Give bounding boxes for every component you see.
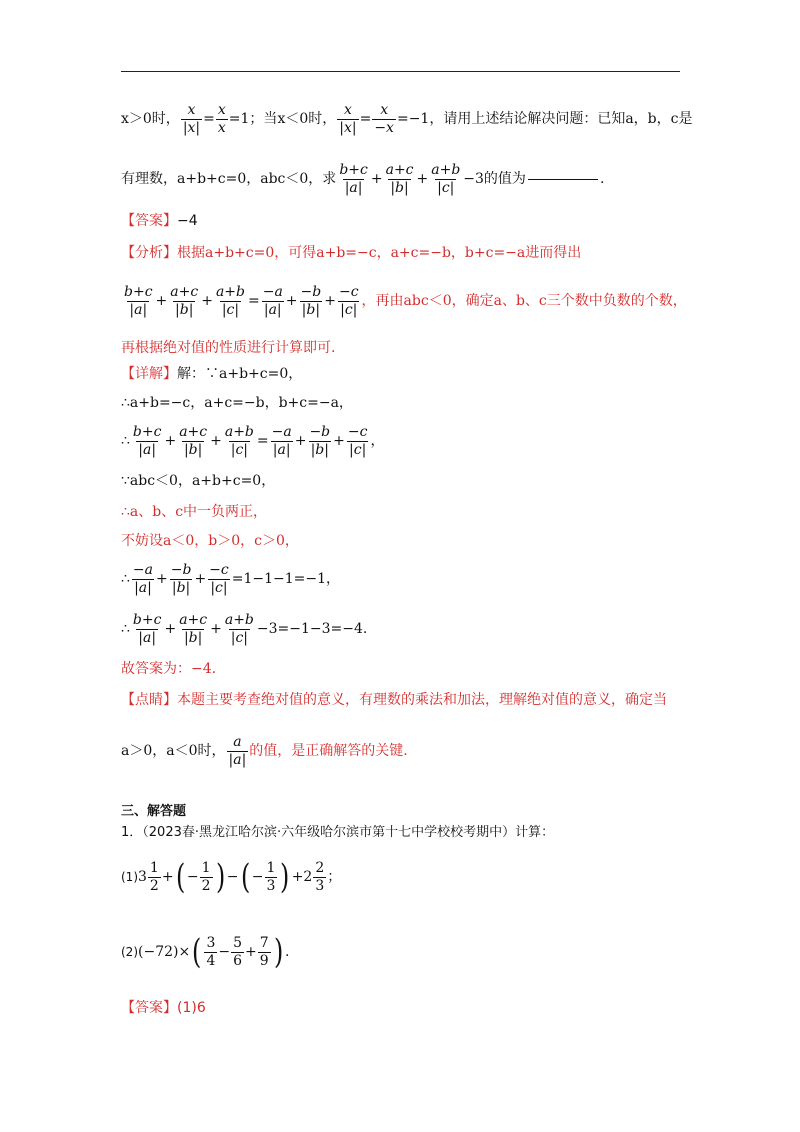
fraction: $\frac{a+c}{|b|}$ (170, 284, 199, 318)
text: 3 (138, 869, 147, 885)
detail-line-8: ∴ $\frac{b+c}{|a|}$ + $\frac{a+c}{|b|}$ + $\frac{a+b}{|c|}$ −3=−1−3=−4. (121, 612, 368, 646)
fraction: $\frac{a+c}{|b|}$ (179, 612, 208, 646)
detail-line-2 (121, 396, 353, 410)
text: ∴ (121, 433, 130, 450)
analysis-label: 【分析】 (121, 245, 177, 261)
answer-value: −4 (177, 213, 198, 229)
fraction: $\frac{-a}{|a|}$ (132, 562, 153, 596)
text: = (203, 111, 215, 128)
text: (2) (121, 945, 138, 959)
section-title (121, 805, 186, 818)
analysis-line-3 (121, 341, 335, 355)
text: x＜0时， (277, 111, 337, 128)
text: ，再由abc＜0，确定a、b、c三个数中负数的个数， (361, 293, 687, 310)
paren: ( (192, 932, 202, 972)
detail-line-5 (121, 505, 267, 519)
fraction: $\frac{a+c}{|b|}$ (385, 162, 414, 196)
text: ∵abc＜0，a+b+c=0， (121, 473, 276, 489)
text: ∴ (121, 621, 130, 638)
fraction: $\frac{a}{|a|}$ (228, 734, 247, 768)
point-line-2 (121, 735, 408, 767)
text: 解：∵a+b+c=0， (177, 366, 303, 382)
text: =1；当 (228, 111, 278, 128)
text: 不妨设a＜0，b＞0，c＞0， (121, 533, 299, 549)
fraction: $\frac{1}{2}$ (201, 859, 211, 894)
fraction: $\frac{a+b}{|c|}$ (224, 424, 254, 458)
header-rule (121, 71, 680, 72)
text: 有理数，a+b+c=0，abc＜0，求 (121, 171, 337, 188)
text: (−72)× (138, 944, 191, 960)
problem-2: (2) (−72)× ( $\frac{3}{4}$ − $\frac{5}{6}$ + $\frac{7}{9}$ ) . (121, 932, 290, 972)
text: ； (327, 869, 342, 885)
fraction: $\frac{x}{-x}$ (374, 102, 394, 136)
point-line-1 (121, 693, 667, 707)
fraction: $\frac{5}{6}$ (233, 934, 243, 969)
fraction: $\frac{7}{9}$ (259, 934, 269, 969)
detail-line-7: ∴ $\frac{-a}{|a|}$ + $\frac{-b}{|b|}$ + $\frac{-c}{|c|}$ =1−1−1=−1， (121, 562, 341, 596)
detail-line-6 (121, 534, 299, 548)
fraction: $\frac{1}{2}$ (149, 859, 159, 894)
text: −3的值为 (463, 171, 526, 188)
question-line: 有理数，a+b+c=0，abc＜0，求 $\frac{b+c}{|a|}$ + $\frac{a+c}{|b|}$ + $\frac{a+b}{|c|}$ −3的值为 . (121, 162, 605, 196)
fraction: $\frac{-b}{|b|}$ (170, 562, 192, 596)
fraction: $\frac{a+b}{|c|}$ (215, 284, 245, 318)
text: ， (370, 433, 385, 450)
problem-1: (1) 3 $\frac{1}{2}$ + ( − $\frac{1}{2}$ ) − ( − $\frac{1}{3}$ ) + 2 $\frac{2}{3}$ ； (121, 857, 342, 897)
text: −3=−1−3=−4. (256, 621, 368, 638)
detail-line-1 (121, 367, 302, 381)
point-label: 【点睛】 (121, 692, 177, 708)
paren: ) (215, 857, 225, 897)
fraction: $\frac{-b}{|b|}$ (300, 284, 322, 318)
text: 再根据绝对值的性质进行计算即可. (121, 340, 336, 356)
text: . (599, 171, 605, 188)
answer-value: (1)6 (177, 1000, 206, 1016)
fraction: $\frac{-a}{|a|}$ (262, 284, 283, 318)
text: 故答案为：−4. (121, 661, 217, 677)
fraction: $\frac{2}{3}$ (315, 859, 325, 894)
paren: ) (280, 857, 290, 897)
section-title-text: 三、解答题 (121, 804, 187, 819)
fraction: $\frac{a+b}{|c|}$ (431, 162, 461, 196)
answer-blank (528, 178, 598, 180)
text: . (284, 944, 290, 960)
paren: ( (240, 857, 250, 897)
text: 的值，是正确解答的关键. (249, 743, 408, 760)
text: 2 (303, 869, 313, 885)
fraction: $\frac{x}{|x|}$ (339, 102, 357, 136)
answer-section (121, 1001, 206, 1015)
paren: ) (273, 932, 283, 972)
fraction: $\frac{b+c}{|a|}$ (132, 424, 162, 458)
fraction: $\frac{x}{x}$ (217, 102, 226, 136)
fraction: $\frac{b+c}{|a|}$ (132, 612, 162, 646)
text: 根据a+b+c=0，可得a+b=−c，a+c=−b，b+c=−a进而得出 (177, 245, 582, 261)
fraction: $\frac{-c}{|c|}$ (338, 284, 359, 318)
detail-line-9 (121, 662, 216, 676)
analysis-line-2: $\frac{b+c}{|a|}$ + $\frac{a+c}{|b|}$ + $\frac{a+b}{|c|}$ = $\frac{-a}{|a|}$ + $\frac{-b}{|b|}$ + $\frac{-c}{|c|}$ ，再由abc＜0，确定a、b、c三个数中负数的个数， (124, 284, 687, 318)
paren: ( (175, 857, 185, 897)
fraction: $\frac{1}{3}$ (266, 859, 276, 894)
text: x＞0时， (121, 111, 180, 128)
answer-label: 【答案】 (121, 1000, 177, 1016)
analysis-line-1 (121, 246, 581, 260)
fraction: $\frac{b+c}{|a|}$ (124, 284, 153, 318)
text: =1−1−1=−1， (231, 571, 341, 588)
fraction: $\frac{-c}{|c|}$ (347, 424, 368, 458)
fraction: $\frac{-a}{|a|}$ (271, 424, 292, 458)
answer-label: 【答案】 (121, 213, 177, 229)
fraction: $\frac{x}{|x|}$ (182, 102, 201, 136)
text: (1) (121, 870, 138, 884)
fraction: $\frac{-c}{|c|}$ (209, 562, 229, 596)
answer-line (121, 214, 198, 228)
text: 本题主要考查绝对值的意义，有理数的乘法和加法，理解绝对值的意义，确定当 (177, 692, 667, 708)
text: a＞0，a＜0时， (121, 743, 226, 760)
fraction: $\frac{b+c}{|a|}$ (339, 162, 368, 196)
text: ∴a、b、c中一负两正， (121, 504, 268, 520)
intro-line (121, 103, 693, 135)
detail-label: 【详解】 (121, 366, 177, 382)
fraction: $\frac{a+c}{|b|}$ (179, 424, 208, 458)
text: 1．（2023春·黑龙江哈尔滨·六年级哈尔滨市第十七中学校校考期中）计算： (121, 825, 555, 840)
question-1 (121, 826, 554, 839)
fraction: $\frac{3}{4}$ (206, 934, 216, 969)
fraction: $\frac{a+b}{|c|}$ (224, 612, 254, 646)
detail-line-3: ∴ $\frac{b+c}{|a|}$ + $\frac{a+c}{|b|}$ + $\frac{a+b}{|c|}$ = $\frac{-a}{|a|}$ + $\frac{-b}{|b|}$ + $\frac{-c}{|c|}$ ， (121, 424, 385, 458)
text: =−1，请用上述结论解决问题：已知a，b，c是 (396, 111, 693, 128)
detail-line-4 (121, 474, 275, 488)
fraction: $\frac{-b}{|b|}$ (309, 424, 331, 458)
text: = (359, 111, 372, 128)
text: ∴ (121, 571, 130, 588)
text: ∴a+b=−c，a+c=−b，b+c=−a， (121, 395, 353, 411)
